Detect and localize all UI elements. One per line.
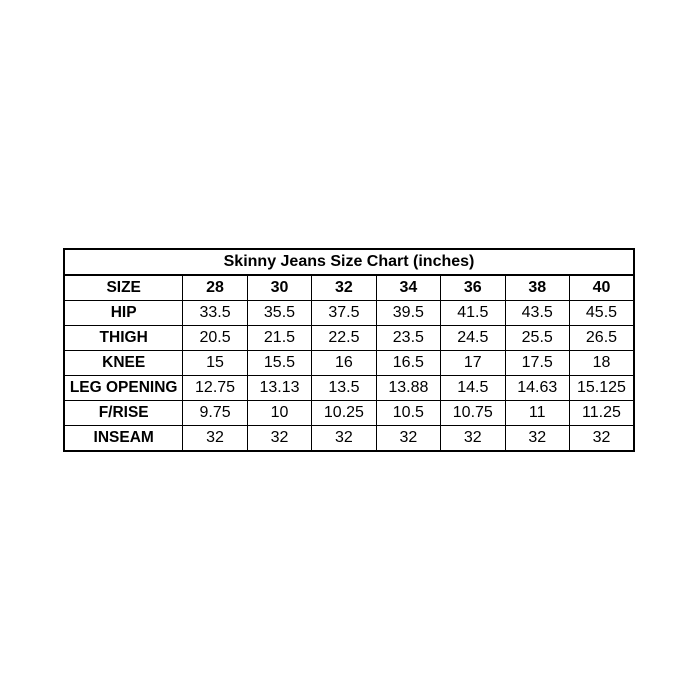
row-label: HIP <box>64 301 183 326</box>
table-cell: 41.5 <box>441 301 505 326</box>
table-cell: 32 <box>505 426 569 452</box>
row-label: LEG OPENING <box>64 376 183 401</box>
table-cell: 32 <box>183 426 247 452</box>
table-row-knee <box>64 351 634 376</box>
table-cell: 37.5 <box>312 301 376 326</box>
table-cell: 22.5 <box>312 326 376 351</box>
table-title-row <box>64 249 634 275</box>
size-column-header: 34 <box>376 275 440 301</box>
table-cell: 15 <box>183 351 247 376</box>
table-cell: 15.5 <box>247 351 311 376</box>
table-cell: 16.5 <box>376 351 440 376</box>
size-header-row <box>64 275 634 301</box>
table-cell: 32 <box>441 426 505 452</box>
table-cell: 17.5 <box>505 351 569 376</box>
size-column-header: 40 <box>569 275 634 301</box>
table-cell: 20.5 <box>183 326 247 351</box>
size-chart-table <box>63 248 635 452</box>
table-cell: 14.63 <box>505 376 569 401</box>
table-cell: 18 <box>569 351 634 376</box>
size-column-header: 38 <box>505 275 569 301</box>
size-column-header: 32 <box>312 275 376 301</box>
table-row-inseam <box>64 426 634 452</box>
table-cell: 32 <box>569 426 634 452</box>
table-cell: 32 <box>312 426 376 452</box>
table-cell: 10.5 <box>376 401 440 426</box>
table-cell: 13.88 <box>376 376 440 401</box>
table-cell: 33.5 <box>183 301 247 326</box>
table-row-leg-opening <box>64 376 634 401</box>
table-cell: 10 <box>247 401 311 426</box>
table-cell: 26.5 <box>569 326 634 351</box>
row-label: INSEAM <box>64 426 183 452</box>
table-cell: 9.75 <box>183 401 247 426</box>
size-column-header: 30 <box>247 275 311 301</box>
table-row-thigh <box>64 326 634 351</box>
size-header-label: SIZE <box>64 275 183 301</box>
table-row-front-rise <box>64 401 634 426</box>
table-cell: 23.5 <box>376 326 440 351</box>
table-cell: 10.75 <box>441 401 505 426</box>
table-title: Skinny Jeans Size Chart (inches) <box>64 249 634 275</box>
table-cell: 32 <box>376 426 440 452</box>
row-label: F/RISE <box>64 401 183 426</box>
table-cell: 13.5 <box>312 376 376 401</box>
table-cell: 17 <box>441 351 505 376</box>
size-column-header: 36 <box>441 275 505 301</box>
row-label: THIGH <box>64 326 183 351</box>
table-cell: 11 <box>505 401 569 426</box>
table-cell: 10.25 <box>312 401 376 426</box>
table-cell: 32 <box>247 426 311 452</box>
table-cell: 35.5 <box>247 301 311 326</box>
table-cell: 43.5 <box>505 301 569 326</box>
table-cell: 25.5 <box>505 326 569 351</box>
row-label: KNEE <box>64 351 183 376</box>
table-cell: 45.5 <box>569 301 634 326</box>
table-cell: 11.25 <box>569 401 634 426</box>
table-cell: 39.5 <box>376 301 440 326</box>
table-cell: 16 <box>312 351 376 376</box>
table-cell: 24.5 <box>441 326 505 351</box>
table-cell: 15.125 <box>569 376 634 401</box>
table-cell: 21.5 <box>247 326 311 351</box>
size-column-header: 28 <box>183 275 247 301</box>
table-row-hip <box>64 301 634 326</box>
table-cell: 14.5 <box>441 376 505 401</box>
table-cell: 12.75 <box>183 376 247 401</box>
table-cell: 13.13 <box>247 376 311 401</box>
